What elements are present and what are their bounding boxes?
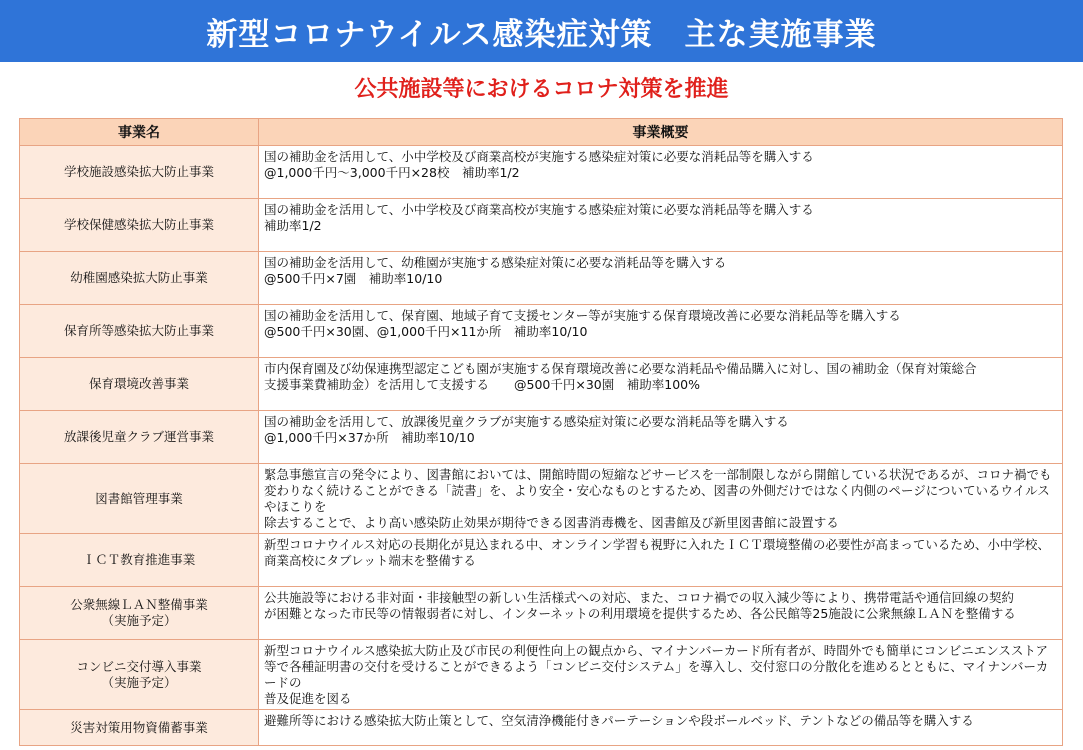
page-subtitle: 公共施設等におけるコロナ対策を推進	[354, 77, 729, 102]
table-row	[20, 640, 1063, 710]
project-summary: 避難所等における感染拡大防止策として、空気清浄機能付きパーテーションや段ボールベッド、テントなどの備品等を購入する	[259, 710, 1063, 746]
project-name: 図書館管理事業	[20, 464, 259, 534]
project-name: ＩＣＴ教育推進事業	[20, 534, 259, 587]
table-row	[20, 587, 1063, 640]
project-name: コンビニ交付導入事業 （実施予定）	[20, 640, 259, 710]
page-title-banner	[0, 0, 1083, 62]
project-name: 公衆無線ＬＡＮ整備事業 （実施予定）	[20, 587, 259, 640]
project-summary: 新型コロナウイルス対応の長期化が見込まれる中、オンライン学習も視野に入れたＩＣＴ環境整備の必要性が高まっているため、小中学校、 商業高校にタブレット端末を整備する	[259, 534, 1063, 587]
page-title: 新型コロナウイルス感染症対策 主な実施事業	[206, 16, 877, 53]
project-summary: 国の補助金を活用して、保育園、地域子育て支援センター等が実施する保育環境改善に必要な消耗品等を購入する @500千円×30園、@1,000千円×11か所 補助率10/10	[259, 305, 1063, 358]
project-summary: 国の補助金を活用して、幼稚園が実施する感染症対策に必要な消耗品等を購入する @500千円×7園 補助率10/10	[259, 252, 1063, 305]
projects-table	[19, 118, 1063, 746]
project-summary: 市内保育園及び幼保連携型認定こども園が実施する保育環境改善に必要な消耗品や備品購入に対し、国の補助金（保育対策総合 支援事業費補助金）を活用して支援する @500千円×30園 補助率100%	[259, 358, 1063, 411]
table-row	[20, 710, 1063, 746]
table-row	[20, 464, 1063, 534]
project-summary: 国の補助金を活用して、小中学校及び商業高校が実施する感染症対策に必要な消耗品等を購入する @1,000千円～3,000千円×28校 補助率1/2	[259, 146, 1063, 199]
project-name: 学校施設感染拡大防止事業	[20, 146, 259, 199]
column-header-name: 事業名	[20, 119, 259, 146]
table-row	[20, 146, 1063, 199]
project-summary: 公共施設等における非対面・非接触型の新しい生活様式への対応、また、コロナ禍での収入減少等により、携帯電話や通信回線の契約 が困難となった市民等の情報弱者に対し、インターネットの利用環境を提供するため、各公民館等25施設に公衆無線ＬＡＮを整備する	[259, 587, 1063, 640]
table-row	[20, 199, 1063, 252]
project-summary: 緊急事態宣言の発令により、図書館においては、開館時間の短縮などサービスを一部制限しながら開館している状況であるが、コロナ禍でも 変わりなく続けることができる「読書」を、より安全・安心なものとするため、図書の外側だけではなく内側のページについているウイルスやほこりを 除去することで、より高い感染防止効果が期待できる図書消毒機を、図書館及び新里図書館に設置する	[259, 464, 1063, 534]
table-header-row	[20, 119, 1063, 146]
project-summary: 国の補助金を活用して、小中学校及び商業高校が実施する感染症対策に必要な消耗品等を購入する 補助率1/2	[259, 199, 1063, 252]
column-header-summary: 事業概要	[259, 119, 1063, 146]
project-name: 災害対策用物資備蓄事業	[20, 710, 259, 746]
table-row	[20, 252, 1063, 305]
project-name: 保育所等感染拡大防止事業	[20, 305, 259, 358]
project-summary: 国の補助金を活用して、放課後児童クラブが実施する感染症対策に必要な消耗品等を購入する @1,000千円×37か所 補助率10/10	[259, 411, 1063, 464]
project-name: 学校保健感染拡大防止事業	[20, 199, 259, 252]
table-row	[20, 534, 1063, 587]
project-name: 保育環境改善事業	[20, 358, 259, 411]
table-row	[20, 411, 1063, 464]
project-name: 幼稚園感染拡大防止事業	[20, 252, 259, 305]
project-name: 放課後児童クラブ運営事業	[20, 411, 259, 464]
table-row	[20, 358, 1063, 411]
project-summary: 新型コロナウイルス感染拡大防止及び市民の利便性向上の観点から、マイナンバーカード所有者が、時間外でも簡単にコンビニエンスストア 等で各種証明書の交付を受けることができるよう「コンビニ交付システム」を導入し、交付窓口の分散化を進めるとともに、マイナンバーカードの 普及促進を図る	[259, 640, 1063, 710]
table-row	[20, 305, 1063, 358]
